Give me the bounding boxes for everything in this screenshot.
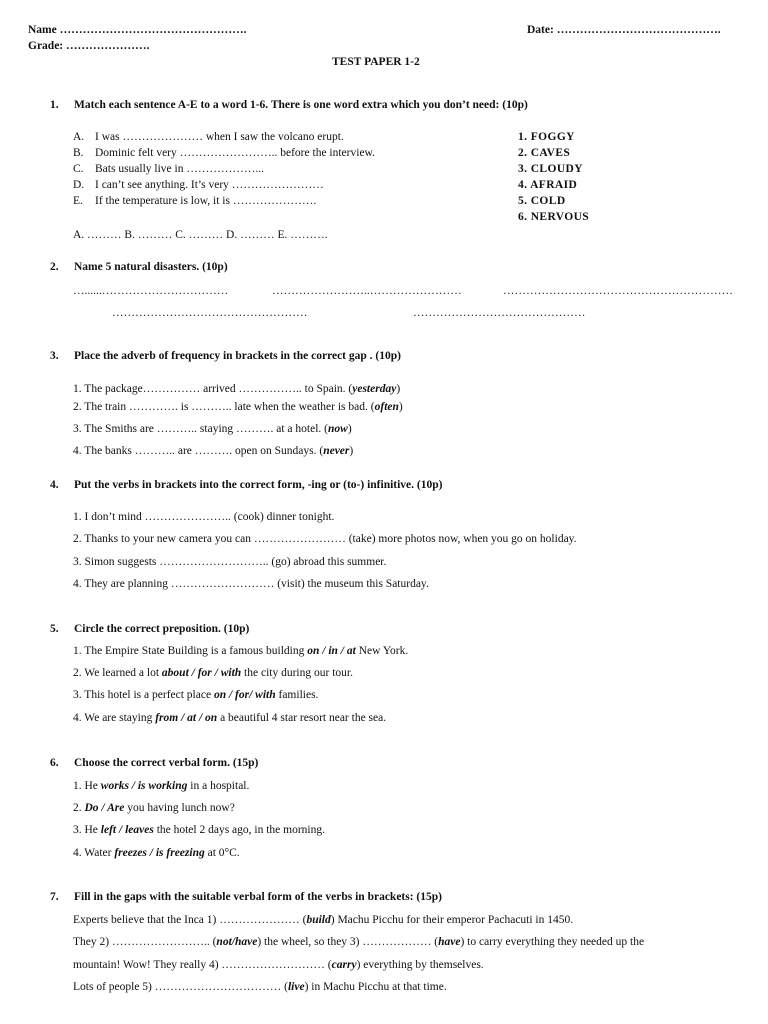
preposition-options[interactable]: on / for/ with bbox=[213, 689, 276, 701]
q5-item: 2. We learned a lot about / for / with the city during our tour. bbox=[73, 667, 353, 679]
q6-item: 4. Water freezes / is freezing at 0°C. bbox=[73, 847, 240, 859]
q7-title: 7. Fill in the gaps with the suitable verbal form of the verbs in brackets: (15p) bbox=[50, 891, 442, 903]
q6-item: 3. He left / leaves the hotel 2 days ago, in the morning. bbox=[73, 824, 326, 836]
q1-word: 6. NERVOUS bbox=[518, 211, 590, 223]
verb-options[interactable]: Do / Are bbox=[84, 802, 125, 814]
q1-title: 1. Match each sentence A-E to a word 1-6. There is one word extra which you don’t need: (10p) bbox=[50, 99, 528, 111]
preposition-options[interactable]: from / at / on bbox=[155, 712, 218, 724]
q4-item[interactable]: 2. Thanks to your new camera you can …………………… (take) more photos now, when you go on holiday. bbox=[73, 533, 577, 545]
q1-sentence-b: B. Dominic felt very …………………….. before the interview. bbox=[73, 147, 375, 159]
q5-item: 3. This hotel is a perfect place on / for/ with families. bbox=[73, 689, 319, 701]
q6-item: 2. Do / Are you having lunch now? bbox=[73, 802, 235, 814]
grade-field[interactable]: Grade: …………………. bbox=[28, 40, 150, 52]
q2-answer-blank[interactable]: ……………………..…………………… bbox=[272, 285, 462, 297]
q3-item[interactable]: 3. The Smiths are ……….. staying ………. at a hotel. (now) bbox=[73, 423, 352, 435]
q5-title: 5. Circle the correct preposition. (10p) bbox=[50, 623, 250, 635]
q2-title: 2. Name 5 natural disasters. (10p) bbox=[50, 261, 228, 273]
name-field[interactable]: Name …………………………………………. bbox=[28, 24, 247, 36]
q3-item[interactable]: 1. The package…………… arrived …………….. to Spain. (yesterday) bbox=[73, 383, 401, 395]
verb-options[interactable]: left / leaves bbox=[100, 824, 154, 836]
q5-item: 4. We are staying from / at / on a beautiful 4 star resort near the sea. bbox=[73, 712, 387, 724]
q1-word: 2. CAVES bbox=[518, 147, 571, 159]
preposition-options[interactable]: about / for / with bbox=[161, 667, 242, 679]
preposition-options[interactable]: on / in / at bbox=[307, 645, 356, 657]
q1-word: 1. FOGGY bbox=[518, 131, 575, 143]
q6-item: 1. He works / is working in a hospital. bbox=[73, 780, 250, 792]
q1-sentence-e: E. If the temperature is low, it is …………………. bbox=[73, 195, 317, 207]
q4-item[interactable]: 1. I don’t mind ………………….. (cook) dinner tonight. bbox=[73, 511, 335, 523]
q6-title: 6. Choose the correct verbal form. (15p) bbox=[50, 757, 259, 769]
q7-line[interactable]: They 2) …………………….. (not/have) the wheel, so they 3) ……………… (have) to carry everything they needed up the bbox=[73, 936, 645, 948]
q1-word: 4. AFRAID bbox=[518, 179, 578, 191]
q2-answer-blank[interactable]: ……………………………………… bbox=[413, 307, 586, 319]
q1-word: 5. COLD bbox=[518, 195, 566, 207]
q7-line[interactable]: Experts believe that the Inca 1) ………………… (build) Machu Picchu for their emperor Pachacuti in 1450. bbox=[73, 914, 574, 926]
q7-line[interactable]: Lots of people 5) …………………………… (live) in Machu Picchu at that time. bbox=[73, 981, 447, 993]
q1-sentence-a: A. I was ………………… when I saw the volcano erupt. bbox=[73, 131, 344, 143]
q2-answer-blank[interactable]: …......…………………………… bbox=[73, 285, 229, 297]
q4-item[interactable]: 4. They are planning ……………………… (visit) the museum this Saturday. bbox=[73, 578, 429, 590]
page-title: TEST PAPER 1-2 bbox=[332, 56, 420, 68]
q7-line[interactable]: mountain! Wow! They really 4) ……………………… (carry) everything by themselves. bbox=[73, 959, 484, 971]
q3-item[interactable]: 2. The train …………. is ……….. late when the weather is bad. (often) bbox=[73, 401, 403, 413]
q2-answer-blank[interactable]: …………………………………………………… bbox=[503, 285, 733, 297]
q2-answer-blank[interactable]: …………………………………………… bbox=[112, 307, 308, 319]
q3-title: 3. Place the adverb of frequency in brackets in the correct gap . (10p) bbox=[50, 350, 401, 362]
q4-item[interactable]: 3. Simon suggests ……………………….. (go) abroad this summer. bbox=[73, 556, 387, 568]
q1-sentence-d: D. I can’t see anything. It’s very …………………… bbox=[73, 179, 324, 191]
q1-sentence-c: C. Bats usually live in ………………... bbox=[73, 163, 264, 175]
q1-word-list bbox=[518, 129, 589, 225]
q1-word: 3. CLOUDY bbox=[518, 163, 583, 175]
verb-options[interactable]: freezes / is freezing bbox=[114, 847, 205, 859]
q1-answer-line[interactable]: A. ……… B. ……… C. ……… D. ……… E. ………. bbox=[73, 229, 328, 241]
q4-title: 4. Put the verbs in brackets into the correct form, -ing or (to-) infinitive. (10p) bbox=[50, 479, 443, 491]
q5-item: 1. The Empire State Building is a famous building on / in / at New York. bbox=[73, 645, 409, 657]
date-field[interactable]: Date: ……………………………………. bbox=[527, 24, 721, 36]
q3-item[interactable]: 4. The banks ……….. are ………. open on Sundays. (never) bbox=[73, 445, 354, 457]
verb-options[interactable]: works / is working bbox=[100, 780, 188, 792]
